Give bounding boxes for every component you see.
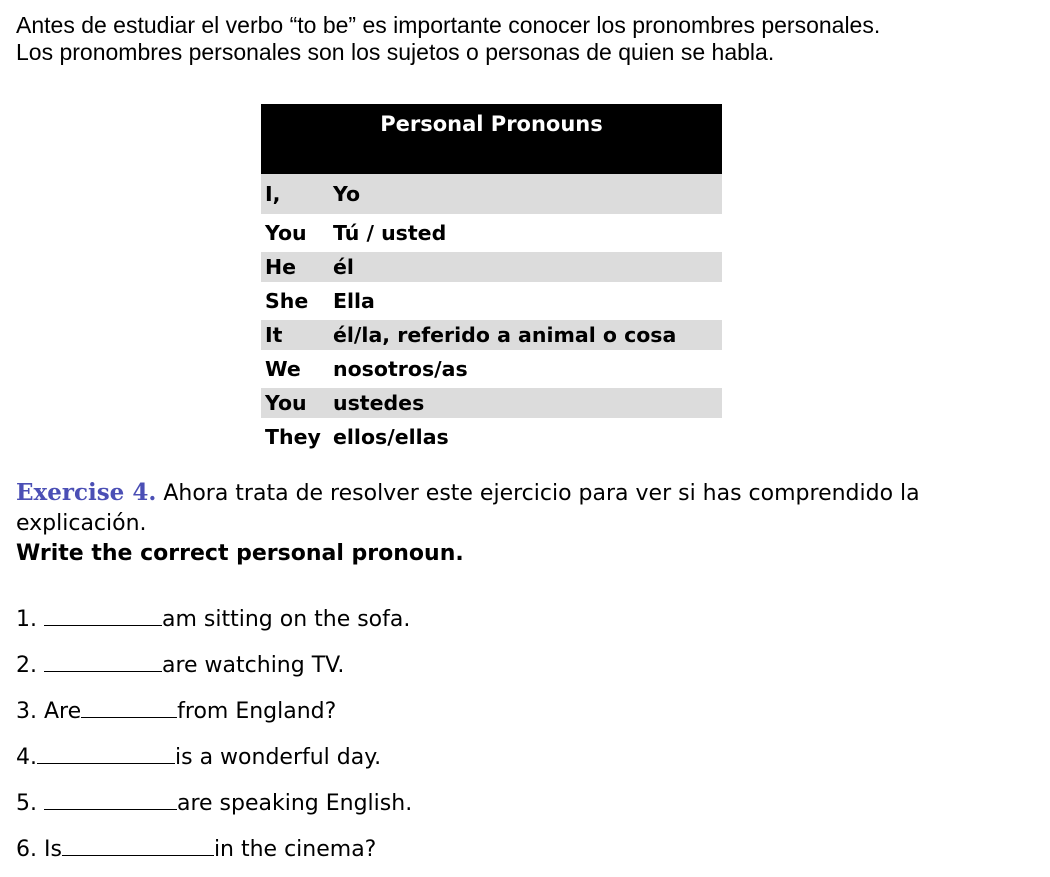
answer-blank[interactable] xyxy=(62,831,214,856)
question-item xyxy=(16,785,412,831)
english-pronoun: She xyxy=(265,289,309,313)
table-header: Personal Pronouns xyxy=(261,104,722,174)
table-row xyxy=(261,174,722,214)
intro-line-2: Los pronombres personales son los sujetos o personas de quien se habla. xyxy=(16,39,775,65)
intro-line-1: Antes de estudiar el verbo “to be” es importante conocer los pronombres personales. xyxy=(16,12,881,38)
table-row xyxy=(261,214,722,252)
spanish-pronoun: ellos/ellas xyxy=(333,425,449,449)
question-item xyxy=(16,739,412,785)
english-pronoun: It xyxy=(261,320,329,350)
table-row xyxy=(261,388,722,418)
question-item xyxy=(16,831,412,877)
answer-blank[interactable] xyxy=(44,601,162,626)
english-pronoun: I, xyxy=(261,174,329,214)
personal-pronouns-table xyxy=(261,104,722,456)
english-pronoun: You xyxy=(261,388,329,418)
spanish-pronoun: ustedes xyxy=(329,388,722,418)
table-header-row xyxy=(261,104,722,174)
english-pronoun: They xyxy=(265,425,321,449)
question-text: from England? xyxy=(177,699,337,724)
table-row xyxy=(261,282,722,320)
question-text: is a wonderful day. xyxy=(175,745,382,770)
english-pronoun: You xyxy=(265,221,307,245)
question-prefix: 5. xyxy=(16,791,44,816)
question-item xyxy=(16,601,412,647)
answer-blank[interactable] xyxy=(44,647,162,672)
table-row xyxy=(261,350,722,388)
english-pronoun: He xyxy=(261,252,329,282)
exercise-title: Exercise 4. xyxy=(16,479,157,506)
question-text: are speaking English. xyxy=(176,791,413,816)
question-text: in the cinema? xyxy=(213,837,377,862)
spanish-pronoun: él/la, referido a animal o cosa xyxy=(329,320,722,350)
exercise-section xyxy=(16,478,1046,569)
answer-blank[interactable] xyxy=(44,785,177,810)
table-row xyxy=(261,252,722,282)
exercise-text: Ahora trata de resolver este ejercicio para ver si has comprendido la explicación. xyxy=(16,481,920,536)
question-prefix: 2. xyxy=(16,653,44,678)
question-prefix: 1. xyxy=(16,607,44,632)
spanish-pronoun: él xyxy=(329,252,722,282)
question-prefix: 3. Are xyxy=(16,699,82,724)
spanish-pronoun: Ella xyxy=(333,289,375,313)
intro-paragraph xyxy=(16,12,1046,66)
question-prefix: 4. xyxy=(16,745,37,770)
question-text: am sitting on the sofa. xyxy=(161,607,411,632)
question-item xyxy=(16,693,412,739)
spanish-pronoun: nosotros/as xyxy=(333,357,468,381)
spanish-pronoun: Yo xyxy=(329,174,722,214)
spanish-pronoun: Tú / usted xyxy=(333,221,447,245)
english-pronoun: We xyxy=(265,357,301,381)
table-row xyxy=(261,320,722,350)
question-item xyxy=(16,647,412,693)
answer-blank[interactable] xyxy=(37,739,175,764)
answer-blank[interactable] xyxy=(81,693,177,718)
exercise-instruction: Write the correct personal pronoun. xyxy=(16,541,464,566)
question-list xyxy=(16,601,412,877)
question-text: are watching TV. xyxy=(161,653,345,678)
table-row xyxy=(261,418,722,456)
question-prefix: 6. Is xyxy=(16,837,62,862)
